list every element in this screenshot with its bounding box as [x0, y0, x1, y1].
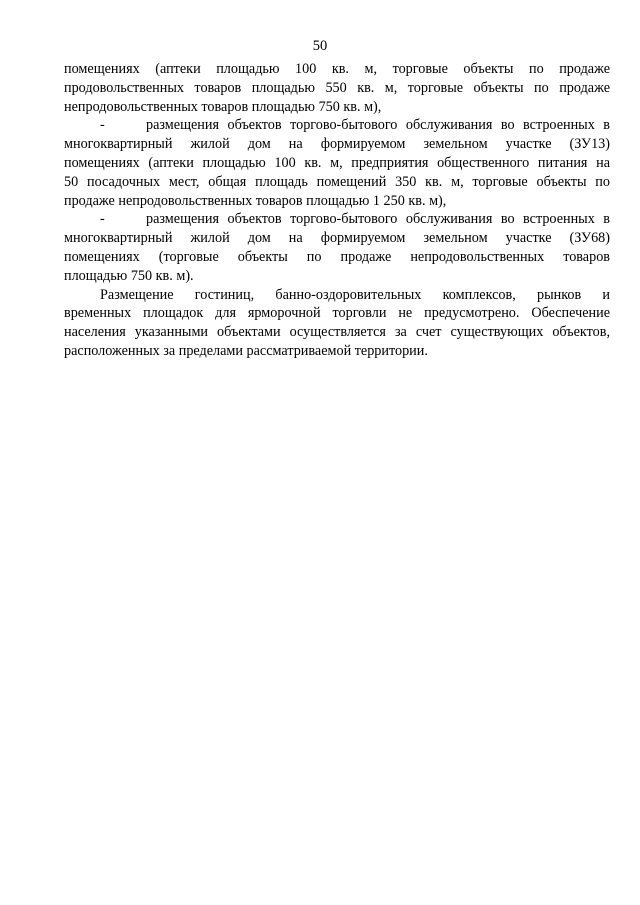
text-line: размещения объектов торгово-бытового обслуживания во встроенных в — [146, 117, 610, 134]
text-line: помещениях (аптеки площадью 100 кв. м, торговые объекты по продаже — [64, 61, 610, 77]
bullet-item-zu13 — [64, 116, 610, 135]
text-line: Размещение гостиниц, банно-оздоровительных комплексов, рынков и — [100, 286, 610, 303]
text-line: временных площадок для ярморочной торговли не предусмотрено. Обеспечение — [64, 305, 610, 322]
text-line: площадью 750 кв. м). — [64, 267, 194, 284]
text-line: продовольственных товаров площадью 550 кв. м, торговые объекты по продаже — [64, 79, 610, 96]
text-line: 50 посадочных мест, общая площадь помещений 350 кв. м, торговые объекты по — [64, 173, 610, 190]
text-line: многоквартирный жилой дом на формируемом земельном участке (ЗУ13) — [64, 136, 610, 153]
page-number: 50 — [312, 38, 328, 54]
bullet-item-zu68 — [64, 210, 610, 229]
text-line: многоквартирный жилой дом на формируемом земельном участке (ЗУ68) — [64, 230, 610, 247]
document-body — [64, 60, 610, 361]
text-line: населения указанными объектами осуществляется за счет существующих объектов, — [64, 324, 610, 341]
bullet-dash: - — [100, 211, 105, 228]
text-line: помещениях (аптеки площадью 100 кв. м, предприятия общественного питания на — [64, 154, 610, 171]
text-line: расположенных за пределами рассматриваемой территории. — [64, 342, 428, 359]
text-line: продаже непродовольственных товаров площадью 1 250 кв. м), — [64, 192, 447, 209]
text-line: непродовольственных товаров площадью 750 кв. м), — [64, 98, 382, 115]
text-line: размещения объектов торгово-бытового обслуживания во встроенных в — [146, 211, 610, 228]
text-line: помещениях (торговые объекты по продаже непродовольственных товаров — [64, 248, 610, 265]
bullet-dash: - — [100, 117, 105, 134]
